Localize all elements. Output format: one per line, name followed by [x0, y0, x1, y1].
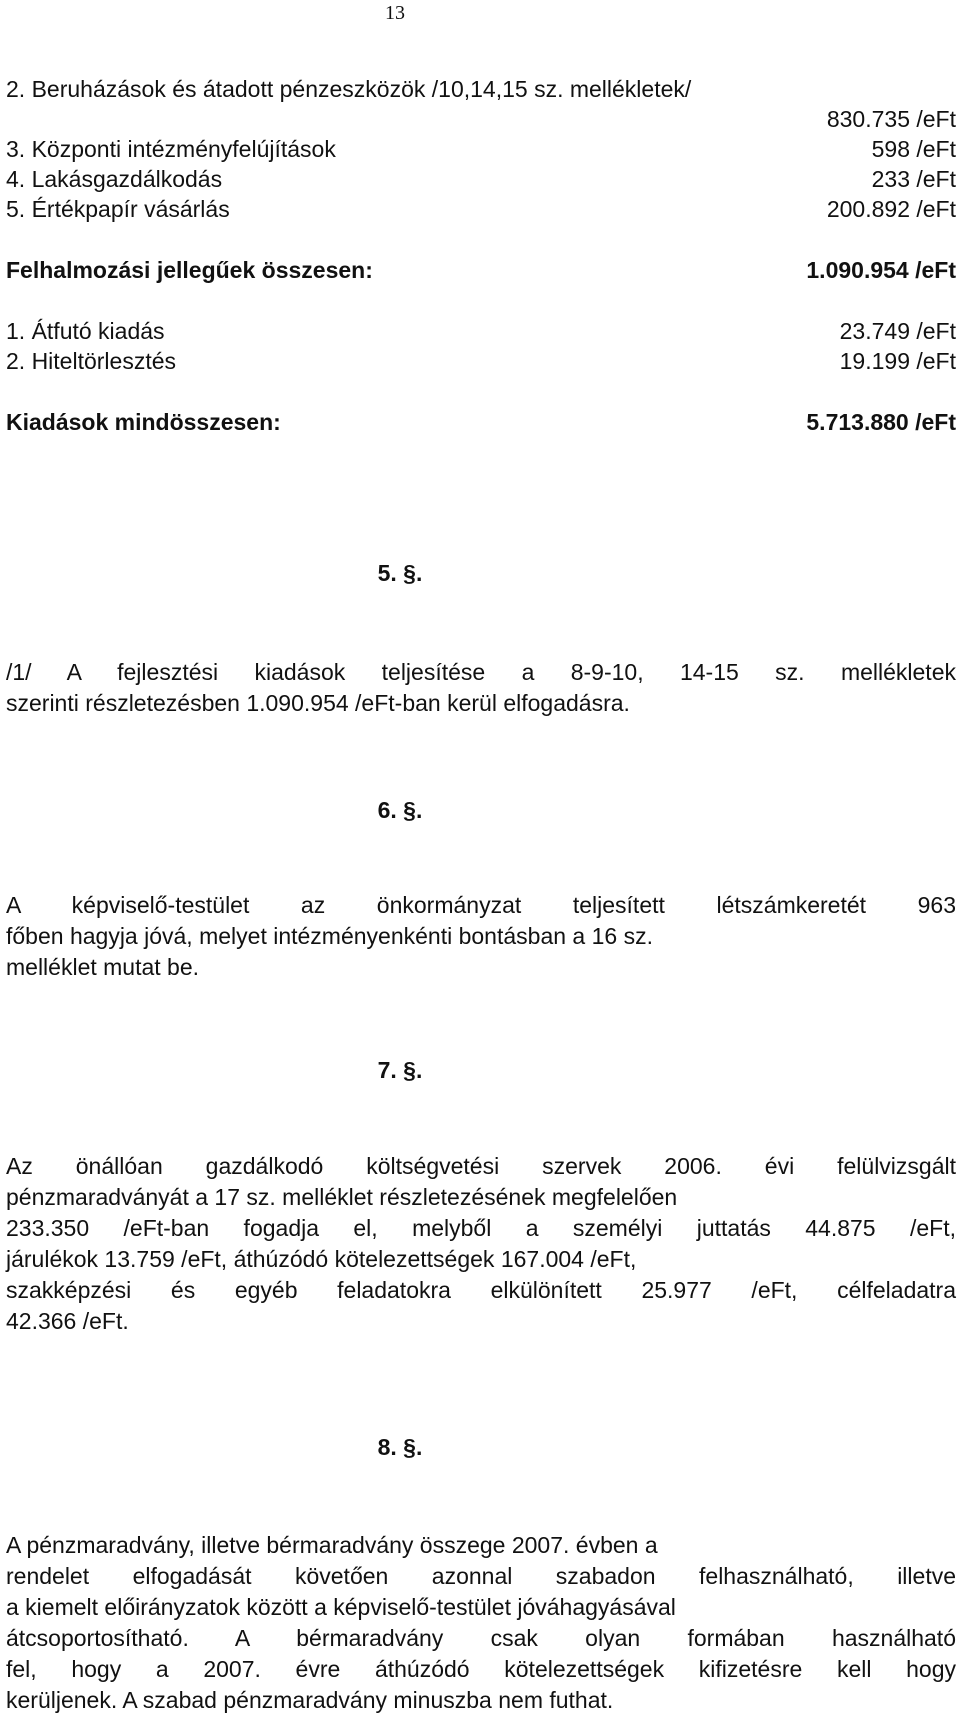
expense-item	[6, 194, 956, 224]
section-paragraph	[6, 1151, 956, 1337]
section-heading: 7. §.	[377, 1057, 423, 1083]
other-item-amount: 19.199 /eFt	[839, 348, 956, 374]
expense-item	[6, 164, 956, 194]
expense-item-label: 2. Beruházások és átadott pénzeszközök /10,14,15 sz. mellékletek/	[6, 76, 692, 102]
paragraph-line: kerüljenek. A szabad pénzmaradvány minuszba nem futhat.	[6, 1687, 614, 1713]
other-item-label: 1. Átfutó kiadás	[6, 318, 165, 344]
expense-item-label: 4. Lakásgazdálkodás	[6, 166, 223, 192]
expense-item-amount: 233 /eFt	[871, 166, 956, 192]
expense-item-label: 5. Értékpapír vásárlás	[6, 196, 230, 222]
section-paragraph	[6, 1530, 956, 1716]
grand-total-amount: 5.713.880 /eFt	[806, 409, 956, 435]
grand-total-label: Kiadások mindösszesen:	[6, 409, 281, 435]
paragraph-line: fel, hogy a 2007. évre áthúzódó kötelezettségek kifizetésre kell hogy	[6, 1656, 956, 1682]
expense-item	[6, 134, 956, 164]
paragraph-line: A pénzmaradvány, illetve bérmaradvány összege 2007. évben a	[6, 1532, 658, 1558]
section-paragraph	[6, 890, 956, 983]
other-item	[6, 316, 956, 346]
expense-item-amount: 598 /eFt	[871, 136, 956, 162]
page-number: 13	[385, 2, 405, 24]
section-heading: 8. §.	[377, 1434, 423, 1460]
paragraph-line: /1/ A fejlesztési kiadások teljesítése a 8-9-10, 14-15 sz. mellékletek	[6, 659, 956, 685]
expense-item-amount: 200.892 /eFt	[826, 196, 956, 222]
paragraph-line: 42.366 /eFt.	[6, 1308, 129, 1334]
section-heading: 6. §.	[377, 797, 423, 823]
paragraph-line: főben hagyja jóvá, melyet intézményenkénti bontásban a 16 sz.	[6, 923, 653, 949]
paragraph-line: melléklet mutat be.	[6, 954, 200, 980]
other-item-amount: 23.749 /eFt	[839, 318, 956, 344]
paragraph-line: átcsoportosítható. A bérmaradvány csak olyan formában használható	[6, 1625, 956, 1651]
expense-item-amount: 830.735 /eFt	[826, 106, 956, 132]
subtotal-label: Felhalmozási jellegűek összesen:	[6, 257, 373, 283]
subtotal-row	[6, 255, 956, 285]
section-paragraph	[6, 657, 956, 719]
paragraph-line: rendelet elfogadását követően azonnal szabadon felhasználható, illetve	[6, 1563, 956, 1589]
section-heading: 5. §.	[377, 560, 423, 586]
paragraph-line: szerinti részletezésben 1.090.954 /eFt-ban kerül elfogadásra.	[6, 690, 630, 716]
paragraph-line: Az önállóan gazdálkodó költségvetési szervek 2006. évi felülvizsgált	[6, 1153, 956, 1179]
paragraph-line: pénzmaradványát a 17 sz. melléklet részletezésének megfelelően	[6, 1184, 678, 1210]
subtotal-amount: 1.090.954 /eFt	[806, 257, 956, 283]
other-item	[6, 346, 956, 376]
paragraph-line: járulékok 13.759 /eFt, áthúzódó kötelezettségek 167.004 /eFt,	[6, 1246, 637, 1272]
expense-item	[6, 104, 956, 134]
paragraph-line: a kiemelt előirányzatok között a képviselő-testület jóváhagyásával	[6, 1594, 676, 1620]
other-item-label: 2. Hiteltörlesztés	[6, 348, 177, 374]
expense-item-label: 3. Központi intézményfelújítások	[6, 136, 336, 162]
paragraph-line: 233.350 /eFt-ban fogadja el, melyből a személyi juttatás 44.875 /eFt,	[6, 1215, 956, 1241]
expense-item	[6, 74, 956, 104]
paragraph-line: A képviselő-testület az önkormányzat teljesített létszámkeretét 963	[6, 892, 956, 918]
grand-total-row	[6, 407, 956, 437]
paragraph-line: szakképzési és egyéb feladatokra elkülönített 25.977 /eFt, célfeladatra	[6, 1277, 956, 1303]
